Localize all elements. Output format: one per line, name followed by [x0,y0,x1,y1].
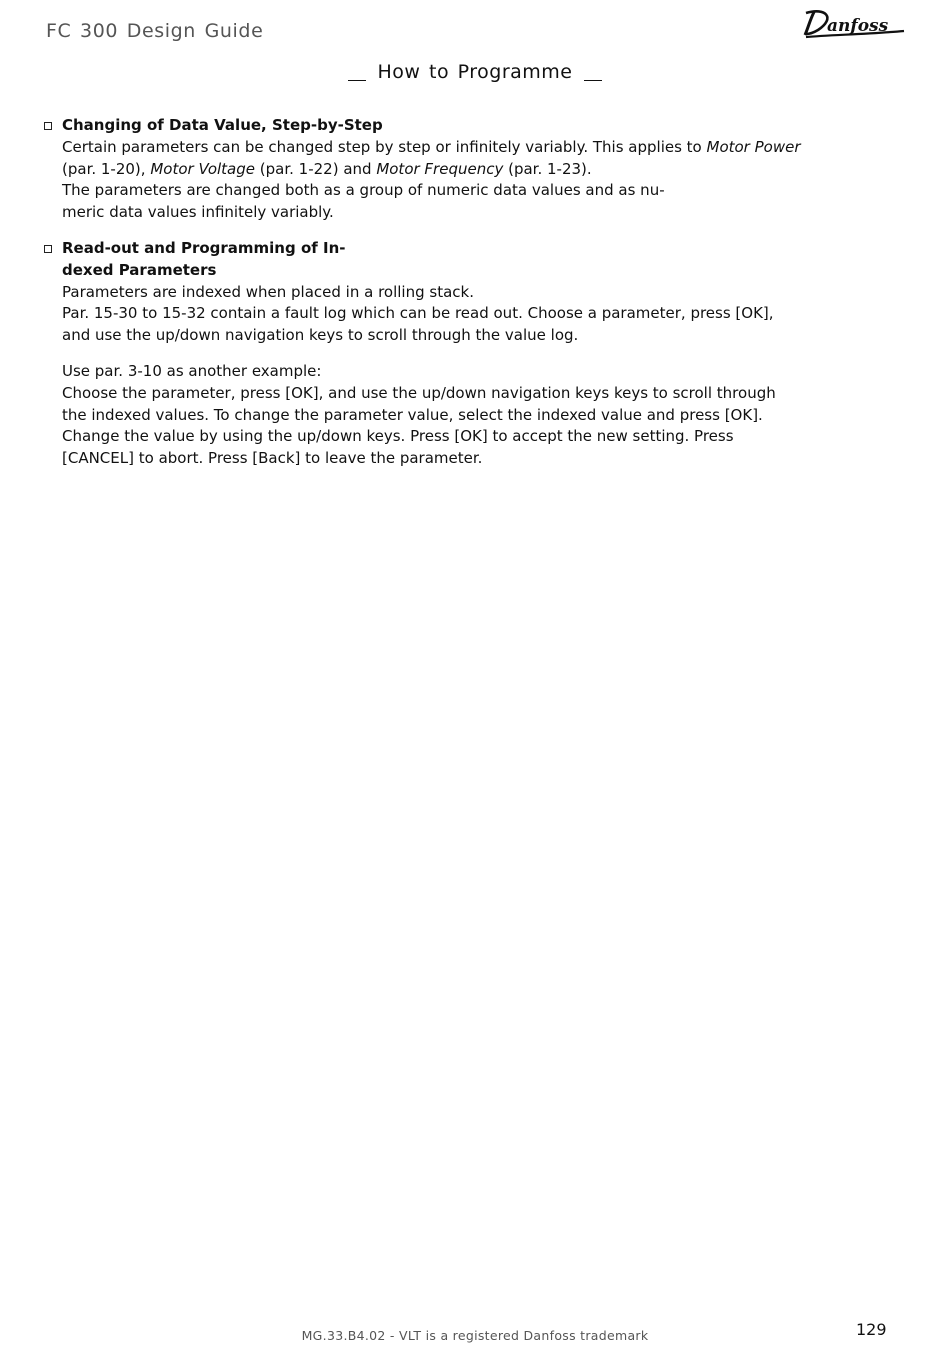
section-indexed-parameters [62,238,832,347]
danfoss-logo [800,4,908,44]
section-changing-data-value [62,115,832,224]
footer-trademark: MG.33.B4.02 - VLT is a registered Danfoss trademark [301,1328,649,1343]
text-run: Certain parameters can be changed step by step or infinitely variably. This applies to [62,137,707,156]
paragraph-line: Change the value by using the up/down keys. Press [OK] to accept the new setting. Press [62,427,734,446]
paragraph-line [62,137,832,159]
text-run: (par. 1-23). [503,159,592,178]
checkbox-icon [44,122,52,130]
page-number: 129 [856,1320,887,1339]
paragraph-line: [CANCEL] to abort. Press [Back] to leave the parameter. [62,449,483,468]
paragraph-line [62,159,832,181]
paragraph-line: the indexed values. To change the parameter value, select the indexed value and press [OK]. [62,405,763,424]
heading-rule-right [584,80,602,81]
section-heading-changing: Changing of Data Value, Step-by-Step [62,116,383,134]
text-run: (par. 1-20), [62,159,151,178]
motor-frequency-term: Motor Frequency [376,159,504,178]
section-heading-indexed-line1: Read-out and Programming of In- [62,238,346,257]
paragraph-line: Choose the parameter, press [OK], and use the up/down navigation keys keys to scroll through [62,383,776,402]
heading-rule-left [348,80,366,81]
section-heading-indexed-line2: dexed Parameters [62,260,217,279]
motor-power-term: Motor Power [706,137,801,156]
paragraph-line: Parameters are indexed when placed in a rolling stack. [62,282,474,301]
paragraph-line: Use par. 3-10 as another example: [62,361,322,380]
page-content [62,115,832,484]
section-example [62,361,832,470]
svg-text:anfoss: anfoss [827,16,889,36]
document-title: FC 300 Design Guide [46,20,264,42]
motor-voltage-term: Motor Voltage [150,159,255,178]
paragraph-line: Par. 15-30 to 15-32 contain a fault log which can be read out. Choose a parameter, press [OK], [62,304,774,323]
paragraph-line: meric data values infinitely variably. [62,203,334,222]
section-heading-text: How to Programme [377,61,573,83]
paragraph-line: and use the up/down navigation keys to scroll through the value log. [62,326,579,345]
text-run: (par. 1-22) and [255,159,377,178]
section-heading [0,61,950,83]
paragraph-line: The parameters are changed both as a group of numeric data values and as nu- [62,181,665,200]
checkbox-icon [44,245,52,253]
